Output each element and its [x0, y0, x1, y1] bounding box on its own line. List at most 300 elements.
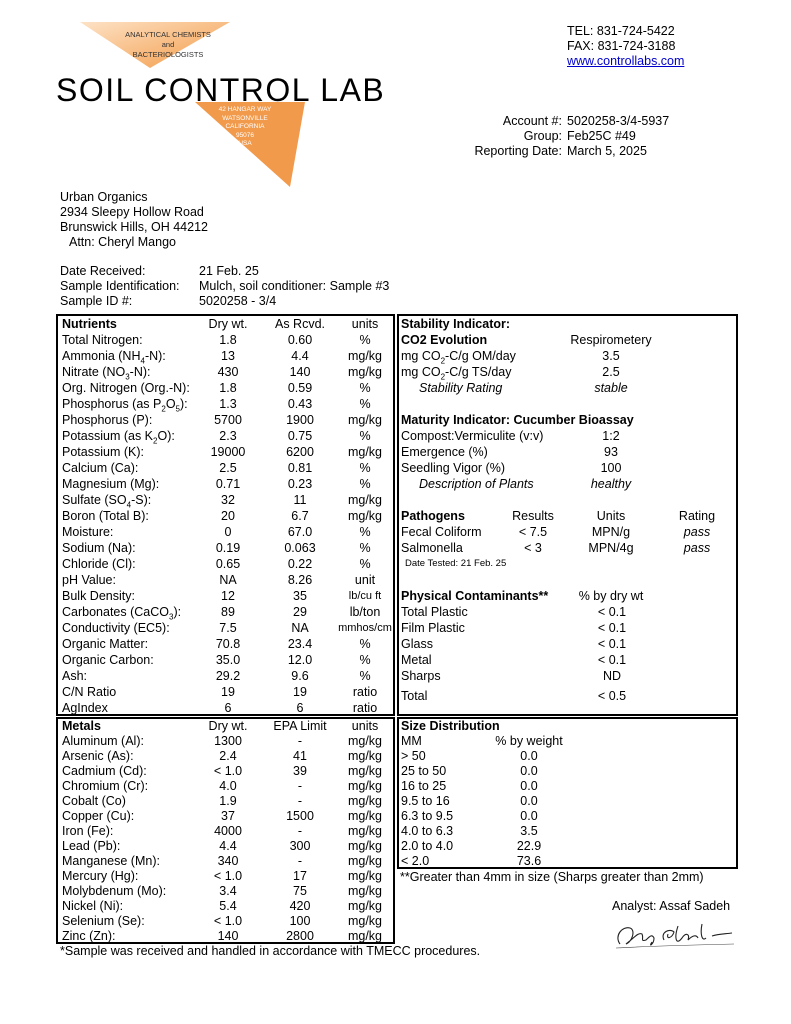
metal-row — [60, 914, 394, 929]
metal-dry: 140 — [217, 929, 239, 943]
sample-ident-value: Mulch, soil conditioner: Sample #3 — [199, 279, 390, 293]
metal-row — [60, 809, 394, 824]
nutrient-row — [60, 668, 394, 684]
pathogen-result: < 3 — [524, 541, 542, 555]
nutrient-name: Chloride (Cl): — [62, 557, 136, 571]
metal-name: Arsenic (As): — [62, 749, 134, 763]
sample-id-label: Sample ID #: — [60, 294, 133, 308]
metal-name: Zinc (Zn): — [62, 929, 116, 943]
metal-epa: 2800 — [286, 929, 314, 943]
nutrient-row — [60, 364, 394, 380]
nutrient-dry: 0 — [224, 525, 232, 539]
nutrient-rcvd: 0.063 — [284, 541, 316, 555]
maturity-row — [401, 444, 737, 460]
client-city: Brunswick Hills, OH 44212 — [60, 220, 208, 234]
metal-units: mg/kg — [347, 854, 383, 868]
contaminant-name: Sharps — [401, 669, 441, 683]
nutrient-row — [60, 412, 394, 428]
nutrient-units: mg/kg — [347, 493, 383, 507]
metal-name: Lead (Pb): — [62, 839, 121, 853]
nutrient-rcvd: 12.0 — [287, 653, 313, 667]
size-title: Size Distribution — [401, 719, 500, 733]
nutrient-name: pH Value: — [62, 573, 116, 587]
metal-units: mg/kg — [347, 794, 383, 808]
nutrient-rcvd: 0.22 — [287, 557, 313, 571]
nutrient-row — [60, 636, 394, 652]
nutrient-name: Bulk Density: — [62, 589, 135, 603]
nutrient-row — [60, 684, 394, 700]
nutrient-row — [60, 348, 394, 364]
nutrient-units: mg/kg — [347, 365, 383, 379]
nutrient-name: C/N Ratio — [62, 685, 117, 699]
nutrient-dry: 70.8 — [215, 637, 241, 651]
contaminant-row — [401, 668, 737, 684]
nutrient-units: % — [359, 477, 371, 491]
nutrient-row — [60, 572, 394, 588]
nutrient-name: Ammonia $(NH_4-N)$: — [62, 349, 166, 366]
contaminants-total-label: Total — [401, 689, 428, 703]
pathogen-rating: pass — [683, 525, 711, 539]
contaminant-value: < 0.1 — [597, 653, 627, 667]
nutrient-rcvd: 8.26 — [287, 573, 313, 587]
nutrients-table — [56, 314, 395, 716]
date-received-label: Date Received: — [60, 264, 146, 278]
nutrient-rcvd: 6 — [296, 701, 304, 715]
metal-units: mg/kg — [347, 914, 383, 928]
nutrient-dry: NA — [219, 573, 237, 587]
nutrient-rcvd: 6200 — [286, 445, 314, 459]
metal-name: Manganese (Mn): — [62, 854, 160, 868]
nutrient-units: % — [359, 461, 371, 475]
size-range: < 2.0 — [401, 854, 430, 868]
metal-units: mg/kg — [347, 929, 383, 943]
client-address — [60, 190, 208, 250]
metal-epa: 17 — [293, 869, 307, 883]
nutrient-name: Organic Carbon: — [62, 653, 154, 667]
stability-rating-label: Stability Rating — [419, 381, 503, 395]
metal-epa: 1500 — [286, 809, 314, 823]
account-label: Account #: — [502, 114, 562, 128]
metal-row — [60, 749, 394, 764]
stability-rating-row — [401, 380, 737, 396]
nutrient-row — [60, 652, 394, 668]
nutrient-dry: 430 — [217, 365, 239, 379]
metals-header-units: units — [351, 719, 379, 733]
sample-id-value: 5020258 - 3/4 — [199, 294, 277, 308]
metal-name: Iron (Fe): — [62, 824, 114, 838]
nutrient-dry: 2.5 — [219, 461, 237, 475]
metal-units: mg/kg — [347, 749, 383, 763]
size-range: 2.0 to 4.0 — [401, 839, 454, 853]
nutrient-name: Total Nitrogen: — [62, 333, 143, 347]
vigor-value: 100 — [600, 461, 622, 475]
sample-ident-label: Sample Identification: — [60, 279, 180, 293]
metal-dry: 1.9 — [219, 794, 237, 808]
logo-tagline: ANALYTICAL CHEMISTS and BACTERIOLOGISTS — [125, 30, 211, 59]
size-header-mm: MM — [401, 734, 422, 748]
metal-name: Cadmium (Cd): — [62, 764, 147, 778]
group-value: Feb25C #49 — [567, 129, 636, 143]
nutrient-row — [60, 476, 394, 492]
pathogens-header-units: Units — [596, 509, 626, 523]
nutrient-name: Ash: — [62, 669, 88, 683]
nutrient-units: unit — [354, 573, 376, 587]
nutrient-rcvd: 1900 — [286, 413, 314, 427]
nutrient-name: Potassium (as $K_2O$): — [62, 429, 175, 446]
pathogen-name: Salmonella — [401, 541, 463, 555]
pathogens-header — [401, 508, 737, 524]
size-range: 25 to 50 — [401, 764, 447, 778]
analyst-name: Analyst: Assaf Sadeh — [612, 899, 731, 913]
nutrient-dry: 1.8 — [219, 381, 237, 395]
metal-dry: 4.4 — [219, 839, 237, 853]
pathogen-rating: pass — [683, 541, 711, 555]
pathogens-header-rating: Rating — [678, 509, 716, 523]
nutrient-units: mmhos/cm — [338, 622, 392, 634]
contaminant-name: Film Plastic — [401, 621, 465, 635]
nutrient-rcvd: 0.59 — [287, 381, 313, 395]
contaminant-value: < 0.1 — [597, 637, 627, 651]
nutrient-row — [60, 396, 394, 412]
pathogen-result: < 7.5 — [518, 525, 548, 539]
nutrient-dry: 6 — [224, 701, 232, 715]
client-street: 2934 Sleepy Hollow Road — [60, 205, 204, 219]
metal-units: mg/kg — [347, 809, 383, 823]
size-pct: 3.5 — [520, 824, 538, 838]
size-row — [401, 824, 737, 839]
nutrient-name: Conductivity (EC5): — [62, 621, 170, 635]
size-range: 9.5 to 16 — [401, 794, 450, 808]
contact-block — [567, 24, 684, 69]
co2-ts-value: 2.5 — [602, 365, 620, 379]
size-row — [401, 794, 737, 809]
contaminant-value: ND — [602, 669, 622, 683]
nutrient-dry: 19 — [221, 685, 235, 699]
nutrient-dry: 12 — [221, 589, 235, 603]
phone: TEL: 831-724-5422 — [567, 24, 675, 38]
pathogens-header-name: Pathogens — [401, 509, 465, 523]
co2-ts-post: -C/g TS/day — [445, 365, 512, 379]
nutrient-row — [60, 556, 394, 572]
metal-units: mg/kg — [347, 764, 383, 778]
nutrient-dry: 13 — [221, 349, 235, 363]
nutrient-units: % — [359, 669, 371, 683]
maturity-row — [401, 460, 737, 476]
nutrient-dry: 7.5 — [219, 621, 237, 635]
metal-name: Copper (Cu): — [62, 809, 135, 823]
nutrient-units: % — [359, 397, 371, 411]
nutrient-row — [60, 332, 394, 348]
nutrient-rcvd: 0.75 — [287, 429, 313, 443]
size-pct: 0.0 — [520, 749, 538, 763]
metals-header-name: Metals — [62, 719, 101, 733]
plants-value: healthy — [590, 477, 632, 491]
metal-epa: 300 — [289, 839, 311, 853]
pathogen-name: Fecal Coliform — [401, 525, 482, 539]
metal-units: mg/kg — [347, 884, 383, 898]
nutrient-dry: 1.8 — [219, 333, 237, 347]
vigor-label: Seedling Vigor (%) — [401, 461, 505, 475]
contaminant-value: < 0.1 — [597, 605, 627, 619]
emergence-value: 93 — [604, 445, 618, 459]
maturity-row — [401, 476, 737, 492]
metal-dry: 340 — [217, 854, 239, 868]
contaminant-name: Total Plastic — [401, 605, 468, 619]
nutrient-name: AgIndex — [62, 701, 108, 715]
metal-row — [60, 869, 394, 884]
nutrient-units: mg/kg — [347, 445, 383, 459]
metal-dry: 1300 — [214, 734, 242, 748]
metal-dry: 2.4 — [219, 749, 237, 763]
footer-note: *Sample was received and handled in accordance with TMECC procedures. — [60, 944, 481, 958]
metal-name: Chromium (Cr): — [62, 779, 149, 793]
size-header — [401, 734, 737, 749]
nutrient-units: % — [359, 557, 371, 571]
metal-dry: < 1.0 — [213, 914, 243, 928]
nutrient-row — [60, 604, 394, 620]
metal-row — [60, 824, 394, 839]
metal-dry: 3.4 — [219, 884, 237, 898]
pathogen-row — [401, 540, 737, 556]
nutrient-row — [60, 444, 394, 460]
metal-row — [60, 899, 394, 914]
co2-method: Respirometery — [570, 333, 652, 347]
nutrient-dry: 89 — [221, 605, 235, 619]
metal-name: Selenium (Se): — [62, 914, 145, 928]
nutrient-name: Potassium (K): — [62, 445, 144, 459]
nutrient-rcvd: 0.60 — [287, 333, 313, 347]
pathogen-units: MPN/4g — [588, 541, 634, 555]
size-pct: 0.0 — [520, 779, 538, 793]
co2-om-value: 3.5 — [602, 349, 620, 363]
metal-dry: 4.0 — [219, 779, 237, 793]
metal-name: Mercury (Hg): — [62, 869, 139, 883]
size-range: 6.3 to 9.5 — [401, 809, 454, 823]
stability-rating-value: stable — [594, 381, 628, 395]
nutrient-units: ratio — [352, 701, 378, 715]
client-name: Urban Organics — [60, 190, 148, 204]
contaminants-header-pct: % by dry wt — [578, 589, 644, 603]
nutrient-dry: 2.3 — [219, 429, 237, 443]
nutrient-row — [60, 380, 394, 396]
nutrient-name: Magnesium (Mg): — [62, 477, 160, 491]
signature — [612, 918, 737, 952]
nutrient-name: Moisture: — [62, 525, 114, 539]
contaminants-header — [401, 588, 737, 604]
metal-row — [60, 734, 394, 749]
metal-row — [60, 764, 394, 779]
co2-om-post: -C/g OM/day — [445, 349, 516, 363]
nutrient-rcvd: 9.6 — [291, 669, 309, 683]
group-label: Group: — [523, 129, 562, 143]
size-row — [401, 854, 737, 869]
co2-ts-pre: mg CO — [401, 365, 441, 379]
nutrient-rcvd: 11 — [293, 493, 307, 507]
nutrient-name: Carbonates (CaCO$_3$): — [62, 605, 182, 622]
nutrient-units: ratio — [352, 685, 378, 699]
metal-epa: 39 — [293, 764, 307, 778]
nutrient-units: mg/kg — [347, 349, 383, 363]
nutrient-units: % — [359, 381, 371, 395]
maturity-ratio-label: Compost:Vermiculite (v:v) — [401, 429, 544, 443]
metal-epa: 420 — [289, 899, 311, 913]
contaminant-row — [401, 652, 737, 668]
nutrient-dry: 0.19 — [215, 541, 241, 555]
co2-om-pre: mg CO — [401, 349, 441, 363]
maturity-title: Maturity Indicator: Cucumber Bioassay — [401, 413, 634, 427]
fax: FAX: 831-724-3188 — [567, 39, 676, 53]
size-pct: 22.9 — [516, 839, 542, 853]
account-block — [440, 114, 669, 159]
metal-units: mg/kg — [347, 899, 383, 913]
nutrient-dry: 35.0 — [215, 653, 241, 667]
pathogens-header-results: Results — [512, 509, 554, 523]
logo-address: 42 HANGAR WAY WATSONVILLE CALIFORNIA 95076 USA — [218, 106, 272, 147]
nutrient-rcvd: 29 — [293, 605, 307, 619]
co2-om-sub: 2 — [440, 356, 446, 366]
metal-dry: < 1.0 — [213, 764, 243, 778]
nutrients-header-rcvd: As Rcvd. — [274, 317, 325, 331]
contaminant-name: Glass — [401, 637, 433, 651]
metals-header-epa: EPA Limit — [273, 719, 327, 733]
metal-units: mg/kg — [347, 824, 383, 838]
client-attn: Attn: Cheryl Mango — [69, 235, 176, 249]
metal-dry: < 1.0 — [213, 869, 243, 883]
contaminants-title: Physical Contaminants** — [401, 589, 549, 603]
pathogens-date-tested: Date Tested: 21 Feb. 25 — [405, 558, 507, 569]
nutrient-rcvd: 6.7 — [291, 509, 309, 523]
pathogen-units: MPN/g — [591, 525, 631, 539]
nutrient-rcvd: 23.4 — [287, 637, 313, 651]
nutrient-dry: 1.3 — [219, 397, 237, 411]
metal-epa: - — [297, 824, 303, 838]
nutrients-header-name: Nutrients — [62, 317, 117, 331]
size-pct: 0.0 — [520, 764, 538, 778]
metal-row — [60, 839, 394, 854]
metal-name: Cobalt (Co) — [62, 794, 126, 808]
contaminant-value: < 0.1 — [597, 621, 627, 635]
nutrient-units: lb/cu ft — [348, 590, 382, 602]
metal-dry: 5.4 — [219, 899, 237, 913]
nutrient-dry: 32 — [221, 493, 235, 507]
sample-info — [60, 264, 389, 309]
maturity-row — [401, 428, 737, 444]
metal-row — [60, 854, 394, 869]
nutrient-rcvd: 19 — [293, 685, 307, 699]
size-range: > 50 — [401, 749, 426, 763]
contaminant-row — [401, 604, 737, 620]
metal-units: mg/kg — [347, 839, 383, 853]
nutrient-row — [60, 620, 394, 636]
size-row — [401, 779, 737, 794]
metal-dry: 4000 — [214, 824, 242, 838]
date-received-value: 21 Feb. 25 — [199, 264, 259, 278]
maturity-ratio-value: 1:2 — [602, 429, 620, 443]
nutrient-rcvd: 0.23 — [287, 477, 313, 491]
nutrient-row — [60, 588, 394, 604]
metal-epa: - — [297, 854, 303, 868]
website-link[interactable]: www.controllabs.com — [567, 54, 685, 68]
nutrients-header-dry: Dry wt. — [208, 317, 248, 331]
account-value: 5020258-3/4-5937 — [567, 114, 670, 128]
nutrient-name: Nitrate $(NO_3-N)$: — [62, 365, 151, 382]
nutrient-row — [60, 492, 394, 508]
stability-title: Stability Indicator: — [401, 317, 511, 331]
metal-dry: 37 — [221, 809, 235, 823]
nutrient-dry: 5700 — [214, 413, 242, 427]
nutrient-name: Sulfate $(SO_4-S)$: — [62, 493, 152, 510]
metal-name: Nickel (Ni): — [62, 899, 124, 913]
nutrient-units: % — [359, 637, 371, 651]
size-row — [401, 764, 737, 779]
size-row — [401, 749, 737, 764]
nutrient-units: mg/kg — [347, 509, 383, 523]
metal-row — [60, 794, 394, 809]
nutrient-row — [60, 524, 394, 540]
metal-name: Molybdenum (Mo): — [62, 884, 167, 898]
nutrient-name: Sodium (Na): — [62, 541, 136, 555]
nutrient-name: Org. Nitrogen (Org.-N): — [62, 381, 190, 395]
metals-header-dry: Dry wt. — [208, 719, 248, 733]
metals-table — [56, 717, 395, 944]
nutrient-units: % — [359, 653, 371, 667]
nutrient-dry: 19000 — [210, 445, 246, 459]
nutrient-dry: 20 — [221, 509, 235, 523]
size-pct: 0.0 — [520, 794, 538, 808]
metal-epa: - — [297, 779, 303, 793]
metal-epa: 75 — [293, 884, 307, 898]
co2-om-row — [401, 348, 737, 364]
co2-row — [401, 332, 737, 348]
nutrient-rcvd: NA — [291, 621, 309, 635]
size-range: 16 to 25 — [401, 779, 447, 793]
nutrient-name: Organic Matter: — [62, 637, 149, 651]
pathogen-row — [401, 524, 737, 540]
nutrient-rcvd: 140 — [289, 365, 311, 379]
contaminants-total-row — [401, 688, 737, 704]
nutrient-name: Phosphorus (P): — [62, 413, 153, 427]
nutrient-rcvd: 67.0 — [287, 525, 313, 539]
metal-epa: 41 — [293, 749, 307, 763]
size-row — [401, 839, 737, 854]
emergence-label: Emergence (%) — [401, 445, 488, 459]
co2-label: CO2 Evolution — [401, 333, 488, 347]
indicators-box — [397, 314, 738, 716]
nutrient-name: Calcium (Ca): — [62, 461, 139, 475]
size-header-pct: % by weight — [495, 734, 563, 748]
nutrient-name: Boron (Total B): — [62, 509, 149, 523]
plants-label: Description of Plants — [419, 477, 534, 491]
nutrient-name: Phosphorus (as $P_2O_5$): — [62, 397, 188, 414]
nutrient-row — [60, 460, 394, 476]
reporting-date-label: Reporting Date: — [474, 144, 562, 158]
nutrient-row — [60, 428, 394, 444]
metal-name: Aluminum (Al): — [62, 734, 144, 748]
nutrient-units: % — [359, 525, 371, 539]
nutrient-units: mg/kg — [347, 413, 383, 427]
nutrient-units: % — [359, 541, 371, 555]
nutrients-header-units: units — [351, 317, 379, 331]
metal-epa: - — [297, 794, 303, 808]
nutrient-row — [60, 700, 394, 716]
nutrient-row — [60, 508, 394, 524]
nutrient-units: lb/ton — [349, 605, 381, 619]
nutrient-row — [60, 540, 394, 556]
co2-ts-row — [401, 364, 737, 380]
metal-row — [60, 929, 394, 944]
metal-units: mg/kg — [347, 779, 383, 793]
contaminants-total-value: < 0.5 — [597, 689, 627, 703]
